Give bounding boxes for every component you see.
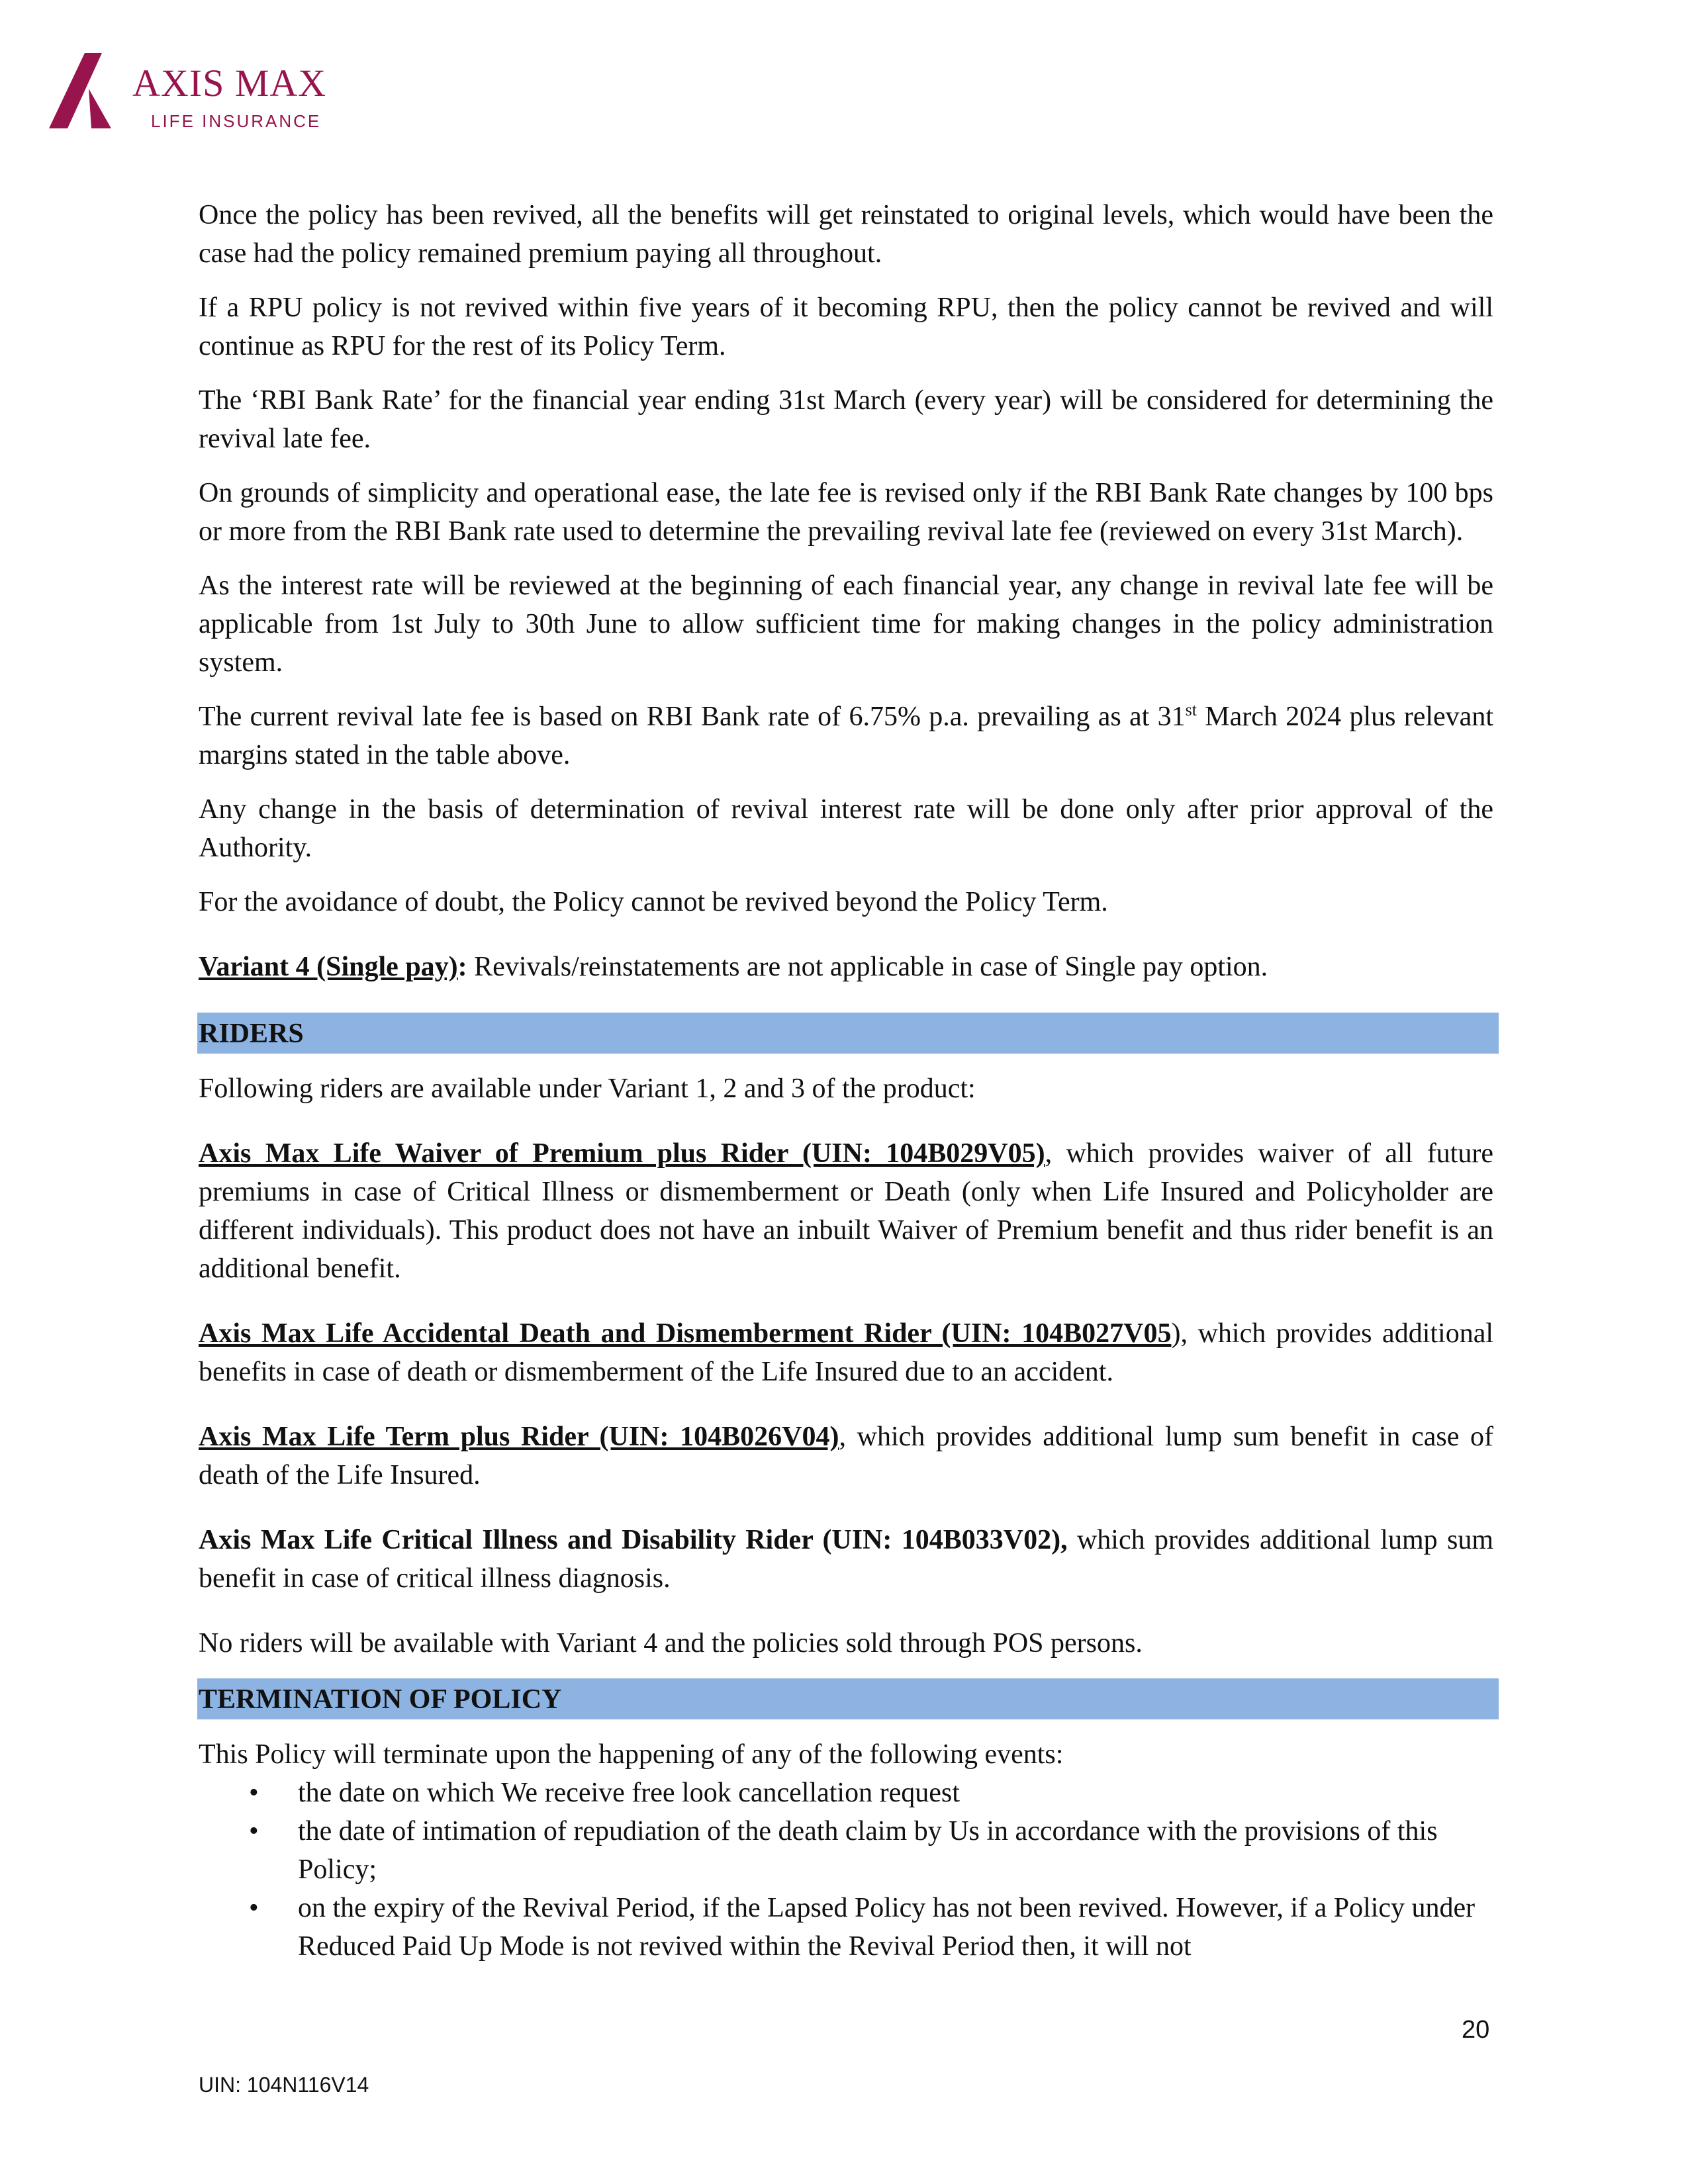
rider-description: , which provides additional lump sum benefit in case of death of the Life Insured. (199, 1422, 1493, 1490)
bullet-icon: • (249, 1893, 259, 1923)
axis-max-logo (48, 50, 339, 136)
paragraph-rbi-bank-rate: The ‘RBI Bank Rate’ for the financial year ending 31st March (every year) will be considered for determining the revival late fee. (199, 385, 1493, 454)
current-fee-sup: st (1185, 700, 1197, 719)
riders-note: No riders will be available with Variant 4 and the policies sold through POS persons. (199, 1628, 1143, 1659)
logo-mark-icon (48, 50, 140, 136)
paragraph-rpu-not-revived: If a RPU policy is not revived within five years of it becoming RPU, then the policy cannot be revived and will continue as RPU for the rest of its Policy Term. (199, 293, 1493, 361)
paragraph-late-fee-revision: On grounds of simplicity and operational ease, the late fee is revised only if the RBI Bank Rate changes by 100 bps or more from the RBI Bank rate used to determine the prevailing revival late fee (reviewed on every 31st March). (199, 478, 1493, 547)
termination-list (199, 1774, 1493, 1966)
list-item-text: the date on which We receive free look cancellation request (298, 1778, 960, 1808)
logo-brand-text: AXIS MAX (132, 62, 327, 105)
current-fee-text-2: March 2024 plus relevant margins stated in the table above. (199, 702, 1493, 770)
paragraph-avoidance-of-doubt: For the avoidance of doubt, the Policy cannot be revived beyond the Policy Term. (199, 887, 1108, 917)
rider-critical-illness (199, 1521, 1493, 1598)
list-item (199, 1812, 1493, 1889)
rider-waiver-of-premium (199, 1134, 1493, 1288)
paragraph-interest-review: As the interest rate will be reviewed at the beginning of each financial year, any change in revival late fee will be applicable from 1st July to 30th June to allow sufficient time for making changes in the policy administration system. (199, 570, 1493, 678)
rider-description: ), which provides additional benefits in case of death or dismemberment of the Life Insured due to an accident. (199, 1318, 1494, 1387)
rider-accidental-death (199, 1314, 1493, 1391)
paragraph-variant4 (199, 948, 1493, 986)
rider-term-plus (199, 1418, 1493, 1494)
list-item-text: on the expiry of the Revival Period, if the Lapsed Policy has not been revived. However, if a Policy under Reduced Paid Up Mode is not revived within the Revival Period then, it will not (298, 1893, 1476, 1962)
variant4-colon: : (457, 952, 467, 982)
rider-name: Axis Max Life Term plus Rider (UIN: 104B026V04) (199, 1422, 839, 1452)
rider-description: , which provides waiver of all future premiums in case of Critical Illness or dismemberment or Death (only when Life Insured and Policyholder are different individuals). This product does not have an inbuilt Waiver of Premium benefit and thus rider benefit is an additional benefit. (199, 1138, 1493, 1284)
termination-intro: This Policy will terminate upon the happening of any of the following events: (199, 1739, 1064, 1770)
rider-name: Axis Max Life Waiver of Premium plus Rider (UIN: 104B029V05) (199, 1138, 1045, 1169)
bullet-icon: • (249, 1816, 259, 1846)
list-item (199, 1889, 1493, 1966)
variant4-text: Revivals/reinstatements are not applicable in case of Single pay option. (467, 952, 1268, 982)
section-header-termination: TERMINATION OF POLICY (197, 1678, 1499, 1719)
list-item-text: the date of intimation of repudiation of the death claim by Us in accordance with the provisions of this Policy; (298, 1816, 1438, 1885)
variant4-label: Variant 4 (Single pay) (199, 952, 458, 982)
footer-uin: UIN: 104N116V14 (199, 2073, 369, 2097)
current-fee-text-1: The current revival late fee is based on RBI Bank rate of 6.75% p.a. prevailing as at 31 (199, 702, 1186, 732)
rider-description: which provides additional lump sum benefit in case of critical illness diagnosis. (199, 1525, 1493, 1594)
section-header-riders: RIDERS (197, 1013, 1499, 1054)
rider-name: Axis Max Life Critical Illness and Disability Rider (UIN: 104B033V02), (199, 1525, 1068, 1555)
riders-intro: Following riders are available under Variant 1, 2 and 3 of the product: (199, 1073, 976, 1104)
page-number: 20 (1462, 2016, 1490, 2044)
paragraph-basis-change: Any change in the basis of determination of revival interest rate will be done only after prior approval of the Authority. (199, 794, 1493, 863)
list-item (199, 1774, 1493, 1812)
logo-subtitle-text: LIFE INSURANCE (151, 111, 322, 131)
paragraph-current-late-fee (199, 698, 1493, 774)
paragraph-revived-benefits: Once the policy has been revived, all the benefits will get reinstated to original levels, which would have been the case had the policy remained premium paying all throughout. (199, 200, 1493, 269)
page-content (199, 196, 1493, 1966)
rider-name: Axis Max Life Accidental Death and Dismemberment Rider (UIN: 104B027V05 (199, 1318, 1172, 1349)
bullet-icon: • (249, 1778, 259, 1808)
